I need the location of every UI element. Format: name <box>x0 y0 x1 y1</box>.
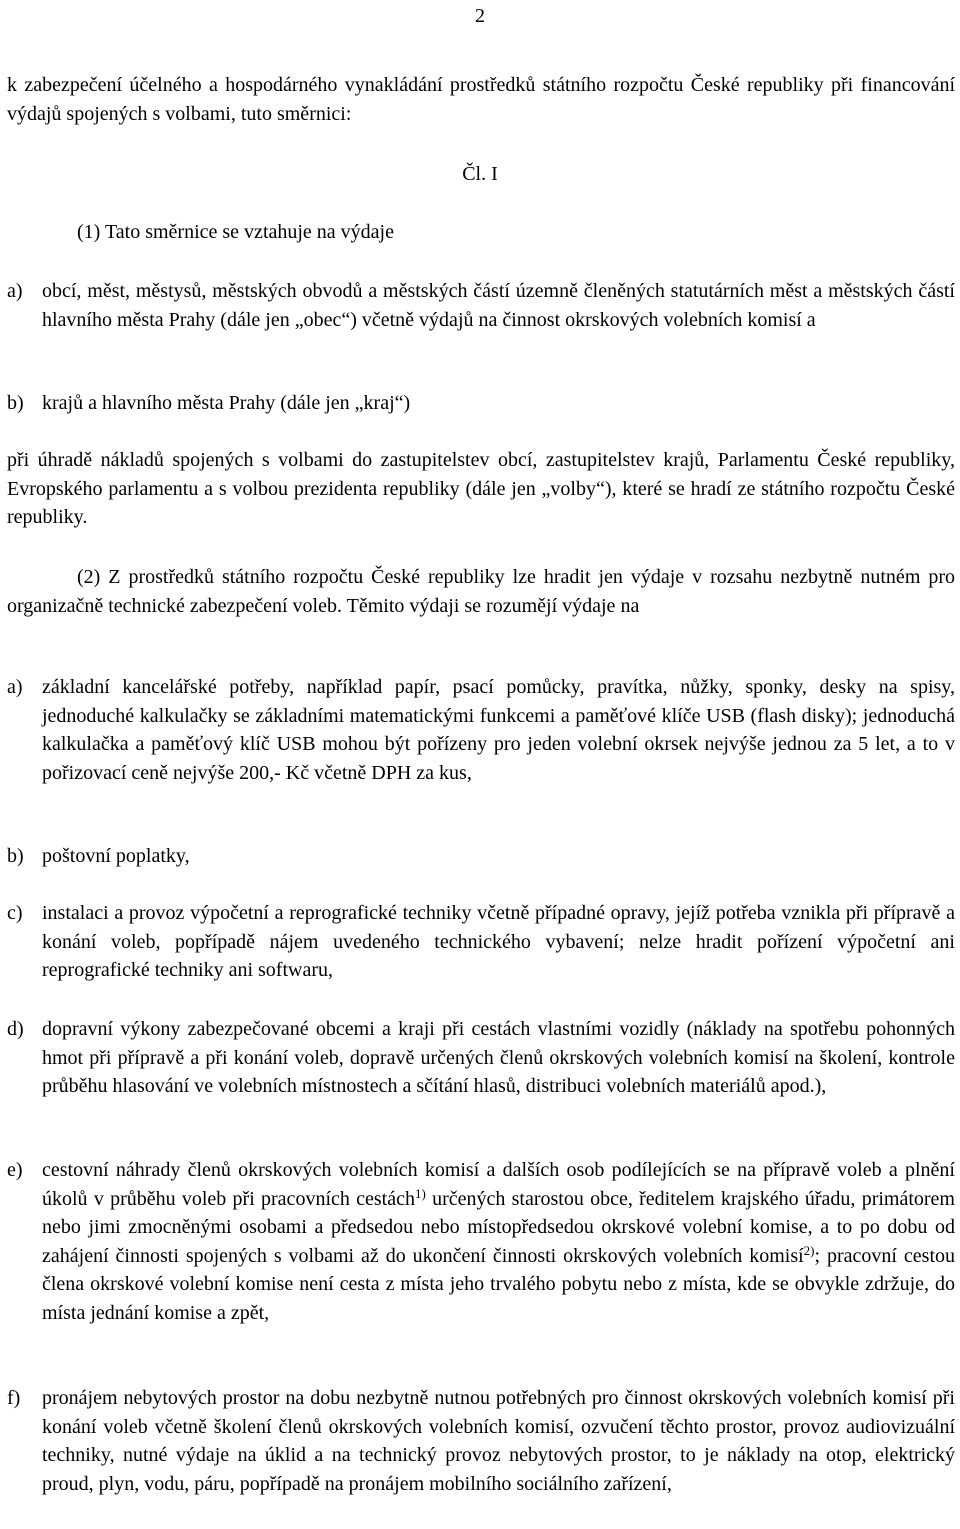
section2-item-c <box>7 899 955 985</box>
intro-paragraph: k zabezpečení účelného a hospodárného vynakládání prostředků státního rozpočtu České republiky při financování výdajů spojených s volbami, tuto směrnici: <box>7 74 955 125</box>
section2-item-b <box>7 842 955 871</box>
item-text-part: ; pracovní cestou člena okrskové volební komise není cesta z místa jeho trvalého pobytu nebo z místa, kde se obvykle zdržuje, do místa jednání komise a zpět, <box>42 1244 955 1324</box>
item-marker: d) <box>7 1018 24 1040</box>
section2-item-a <box>7 673 955 787</box>
item-text: pronájem nebytových prostor na dobu nezbytně nutnou potřebných pro činnost okrskových volebních komisí při konání voleb včetně školení členů okrskových volebních komisí, ozvučení těchto prostor, provoz audiovizuální techniky, nutné výdaje na úklid a na technický provoz nebytových prostor, to je náklady na otop, elektrický proud, plyn, vodu, páru, popřípadě na pronájem mobilního sociálního zařízení, <box>42 1387 955 1495</box>
section2-item-e <box>7 1156 955 1327</box>
section1-intro: (1) Tato směrnice se vztahuje na výdaje <box>77 221 394 243</box>
item-marker: e) <box>7 1159 23 1181</box>
item-marker: f) <box>7 1387 21 1409</box>
item-text: základní kancelářské potřeby, například papír, psací pomůcky, pravítka, nůžky, sponky, desky na spisy, jednoduché kalkulačky se základními matematickými funkcemi a paměťové klíče USB (flash disky); jednoduchá kalkulačka a paměťový klíč USB mohou být pořízeny pro jeden volební okrsek nejvýše jednou za 5 let, a to v pořizovací ceně nejvýše 200,- Kč včetně DPH za kus, <box>42 676 955 784</box>
item-marker: b) <box>7 392 24 414</box>
section2-intro: (2) Z prostředků státního rozpočtu České republiky lze hradit jen výdaje v rozsahu nezbytně nutném pro organizačně technické zabezpečení voleb. Těmito výdaji se rozumějí výdaje na <box>7 566 955 617</box>
section1-item-a <box>7 277 955 334</box>
item-text: obcí, měst, městysů, městských obvodů a městských částí územně členěných statutárních měst a městských částí hlavního města Prahy (dále jen „obec“) včetně výdajů na činnost okrskových volebních komisí a <box>42 280 955 331</box>
item-text: krajů a hlavního města Prahy (dále jen „kraj“) <box>42 392 411 414</box>
item-marker: c) <box>7 902 23 924</box>
item-marker: a) <box>7 676 23 698</box>
footnote-reference: 2) <box>803 1242 815 1258</box>
item-text-part: cestovní náhrady členů okrskových volebních komisí a dalších osob podílejících se na přípravě voleb a plnění úkolů v průběhu voleb při pracovních cestách <box>42 1159 955 1210</box>
page-number: 2 <box>475 5 485 27</box>
section2-item-d <box>7 1015 955 1101</box>
section2-item-f <box>7 1384 955 1498</box>
item-marker: b) <box>7 845 24 867</box>
section1-conclusion: při úhradě nákladů spojených s volbami do zastupitelstev obcí, zastupitelstev krajů, Parlamentu České republiky, Evropského parlamentu a s volbou prezidenta republiky (dále jen „volby“), které se hradí ze státního rozpočtu České republiky. <box>7 449 955 528</box>
item-text: dopravní výkony zabezpečované obcemi a kraji při cestách vlastními vozidly (náklady na spotřebu pohonných hmot při přípravě a při konání voleb, dopravě určených členů okrskových volebních komisí na školení, kontrole průběhu hlasování ve volebních místnostech a sčítání hlasů, distribuci volebních materiálů apod.), <box>42 1018 955 1097</box>
item-text: poštovní poplatky, <box>42 845 190 867</box>
item-text: instalaci a provoz výpočetní a reprografické techniky včetně případné opravy, jejíž potřeba vznikla při přípravě a konání voleb, popřípadě nájem uvedeného technického vybavení; nelze hradit pořízení výpočetní ani reprografické techniky ani softwaru, <box>42 902 955 981</box>
article-heading: Čl. I <box>462 163 498 185</box>
section1-item-b <box>7 389 955 418</box>
footnote-reference: 1) <box>414 1185 426 1201</box>
item-text-part: určených starostou obce, ředitelem krajského úřadu, primátorem nebo jimi zmocněnými osobami a předsedou nebo místopředsedou okrskové volební komise, a to po dobu od zahájení činnosti spojených s volbami až do ukončení činnosti okrskových volebních komisí <box>42 1187 955 1267</box>
item-text <box>42 1156 955 1327</box>
item-marker: a) <box>7 280 23 302</box>
